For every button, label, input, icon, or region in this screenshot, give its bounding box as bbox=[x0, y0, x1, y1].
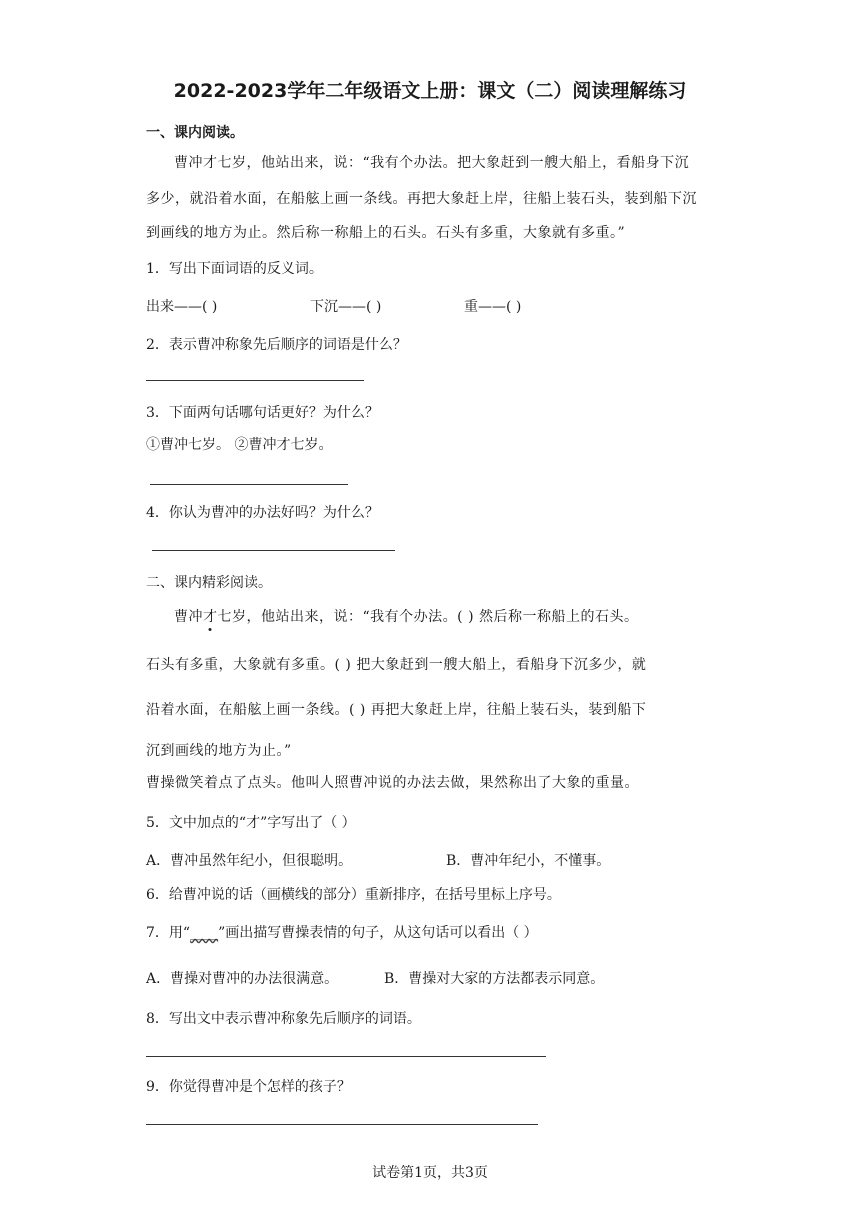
answer-line-q2[interactable] bbox=[146, 380, 364, 381]
passage2-line1 bbox=[174, 606, 638, 626]
question-4: 4．你认为曹冲的办法好吗？为什么？ bbox=[146, 505, 379, 521]
question-6: 6．给曹冲说的话（画横线的部分）重新排序，在括号里标上序号。 bbox=[146, 887, 561, 903]
passage2-line3: 沿着水面，在船舷上画一条线。( ) 再把大象赶上岸，往船上装石头，装到船下 bbox=[146, 702, 647, 718]
passage2-line2: 石头有多重，大象就有多重。( ) 把大象赶到一艘大船上，看船身下沉多少，就 bbox=[146, 657, 647, 673]
q3-options: ①曹冲七岁。 ②曹冲才七岁。 bbox=[146, 437, 333, 453]
q5-option-a[interactable]: A．曹冲虽然年纪小，但很聪明。 bbox=[146, 853, 353, 869]
answer-line-q3[interactable] bbox=[150, 484, 348, 485]
passage1-line3: 到画线的地方为止。然后称一称船上的石头。石头有多重，大象就有多重。” bbox=[146, 225, 626, 241]
q7-prefix: 7．用“ bbox=[146, 925, 191, 941]
answer-line-q8[interactable] bbox=[146, 1056, 546, 1057]
q7-option-a[interactable]: A．曹操对曹冲的办法很满意。 bbox=[146, 971, 339, 987]
question-3: 3．下面两句话哪句话更好？为什么？ bbox=[146, 405, 379, 421]
question-8: 8．写出文中表示曹冲称象先后顺序的词语。 bbox=[146, 1011, 421, 1027]
question-7 bbox=[146, 922, 538, 942]
answer-line-q4[interactable] bbox=[152, 550, 395, 551]
q1-item-1: 出来——( ) bbox=[146, 299, 218, 315]
question-2: 2．表示曹冲称象先后顺序的词语是什么？ bbox=[146, 337, 407, 353]
passage2-line4: 沉到画线的地方为止。” bbox=[146, 743, 292, 759]
answer-line-q9[interactable] bbox=[146, 1124, 538, 1125]
passage2-line1-start: 曹冲 bbox=[174, 609, 203, 625]
q1-item-2: 下沉——( ) bbox=[310, 299, 382, 315]
dotted-char-cai: 才 bbox=[203, 606, 218, 626]
passage2-line5: 曹操微笑着点了点头。他叫人照曹冲说的办法去做，果然称出了大象的重量。 bbox=[146, 775, 639, 791]
page-footer: 试卷第1页，共3页 bbox=[372, 1165, 488, 1181]
q5-option-b[interactable]: B．曹冲年纪小，不懂事。 bbox=[446, 853, 611, 869]
section2-heading: 二、课内精彩阅读。 bbox=[146, 575, 272, 591]
question-1: 1．写出下面词语的反义词。 bbox=[146, 261, 323, 277]
q7-suffix: ”画出描写曹操表情的句子，从这句话可以看出（ ） bbox=[218, 925, 538, 941]
section1-heading: 一、课内阅读。 bbox=[146, 125, 244, 141]
question-9: 9．你觉得曹冲是个怎样的孩子？ bbox=[146, 1079, 351, 1095]
q7-option-b[interactable]: B．曹操对大家的方法都表示同意。 bbox=[384, 971, 605, 987]
passage1-line2: 多少，就沿着水面，在船舷上画一条线。再把大象赶上岸，往船上装石头，装到船下沉 bbox=[146, 191, 697, 207]
question-5: 5．文中加点的“才”字写出了（ ） bbox=[146, 815, 356, 831]
wavy-line-mark: ____ bbox=[190, 925, 219, 941]
passage1-line1: 曹冲才七岁，他站出来，说：“我有个办法。把大象赶到一艘大船上，看船身下沉 bbox=[174, 155, 690, 171]
page-title: 2022-2023学年二年级语文上册：课文（二）阅读理解练习 bbox=[173, 80, 687, 102]
passage2-line1-rest: 七岁，他站出来，说：“我有个办法。( ) 然后称一称船上的石头。 bbox=[217, 609, 639, 625]
q1-item-3: 重——( ) bbox=[464, 299, 522, 315]
